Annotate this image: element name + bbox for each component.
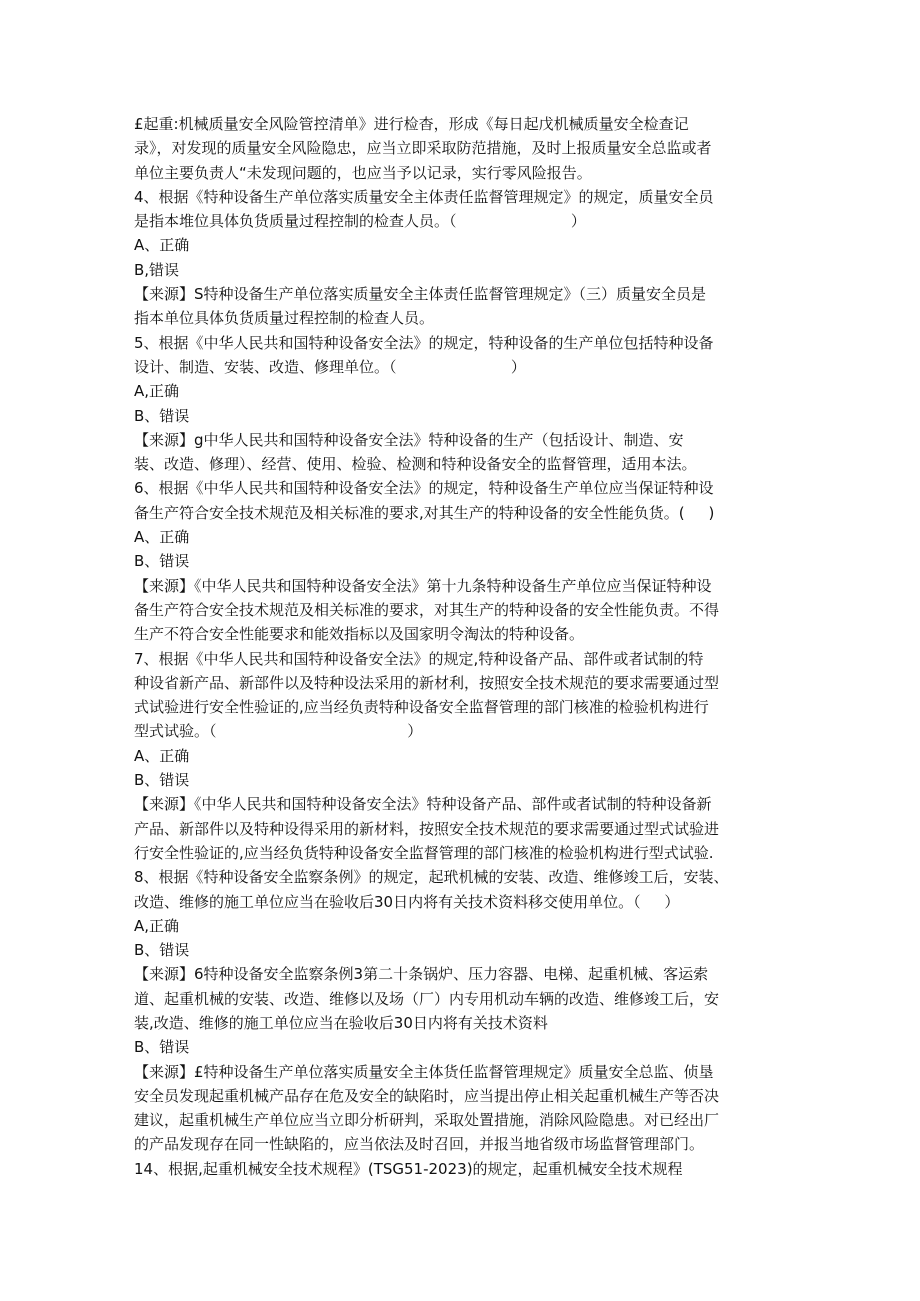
text-line: £起重:机械质量安全风险管控清单》进行检杳，形成《每日起戊机械质量安全检查记 [134, 115, 689, 133]
answer-option: B、错误 [134, 406, 190, 425]
source-note: 【来源】g中华人民共和国特种设备安全法》特种设备的生产（包括设计、制造、安 [134, 430, 684, 449]
question-text: 5、根据《中华人民共和国特种设备安全法》的规定，特种设备的生产单位包括特种设备 [134, 333, 714, 352]
answer-option: B、错误 [134, 1038, 190, 1057]
question-text: 6、根据《中华人民共和国特种设备安全法》的规定，特种设备生产单位应当保证特种设 [134, 479, 714, 498]
source-note: 【来源】《中华人民共和国特种设备安全法》第十九条特种设备生产单位应当保证特种设 [134, 576, 712, 595]
source-note: 建议，起重机械生产单位应当立即分析研判，采取处置措施，消除风险隐患。对已经出厂 [134, 1111, 720, 1130]
answer-option: B,错误 [134, 260, 180, 279]
question-text: 4、根据《特种设备生产单位落实质量安全主体责任监督管理规定》的规定，质量安全员 [134, 187, 714, 206]
answer-option: A,正确 [134, 916, 180, 935]
question-text: 8、根据《特种设备安全监察条例》的规定，起玳机械的安装、改造、维修竣工后，安装、 [134, 868, 729, 887]
answer-option: A、正确 [134, 746, 190, 765]
source-note: 装,改造、维修的施工单位应当在验收后30日内将有关技术资料 [134, 1013, 548, 1032]
source-note: 【来源】S特种设备生产单位落实质量安全主体责任监督管理规定》（三）质量安全员是 [134, 285, 707, 304]
question-text: 14、根据,起重机械安全技术规程》(TSG51-2023)的规定，起重机械安全技术规程 [134, 1159, 683, 1178]
text-line: 录》，对发现的质量安全风险隐忠，应当立即采取防范措施，及时上报质量安全总监或者 [134, 139, 712, 158]
source-note: 【来源】《中华人民共和国特种设备安全法》特种设备产品、部件或者试制的特种设备新 [134, 795, 712, 814]
source-note: 生产不符合安全性能要求和能效指标以及国家明令淘汰的特种设备。 [134, 625, 585, 644]
question-text: 是指本堆位具体负货质量过程控制的检查人员。（ ） [134, 212, 586, 231]
source-note: 【来源】£特种设备生产单位落实质量安全主体货任监督管理规定》质量安全总监、侦垦 [134, 1062, 714, 1081]
answer-option: B、错误 [134, 771, 190, 790]
answer-option: B、错误 [134, 941, 190, 960]
answer-option: B、错误 [134, 552, 190, 571]
question-text: 式试验进行安全性验证的,应当经负责特种设备安全监督管理的部门核准的检验机构进行 [134, 698, 709, 717]
source-note: 指本单位具体负货质量过程控制的检查人员。 [134, 309, 435, 328]
document-page [134, 112, 794, 1181]
source-note: 的产品发现存在同一性缺陷的，应当依法及时召回，并报当地省级市场监督管理部门。 [134, 1135, 705, 1154]
source-note: 道、起重机械的安装、改造、维修以及场（厂）内专用机动车辆的改造、维修竣工后，安 [134, 989, 720, 1008]
text-line: 单位主要负责人“未发现问题的，也应当予以记录，实行零风险报告。 [134, 163, 592, 182]
question-text: 种设省新产品、新部件以及特种设法采用的新材利，按照安全技术规范的要求需要通过型 [134, 673, 720, 692]
question-text: 改造、维修的施工单位应当在验收后30日内将有关技术资料移交使用单位。（ ） [134, 892, 680, 911]
source-note: 装、改造、修理）、经营、使用、检验、检测和特种设备安全的监督管理，适用本法。 [134, 455, 697, 474]
question-text: 设计、制造、安装、改造、修理单位。（ ） [134, 357, 526, 376]
source-note: 行安全性验证的,应当经负货特种设备安全监督管理的部门核准的检验机构进行型式试验. [134, 843, 714, 862]
answer-option: A,正确 [134, 382, 180, 401]
source-note: 产品、新部件以及特种设得采用的新材料，按照安全技术规范的要求需要通过型式试验进 [134, 819, 720, 838]
question-text: 备生产符合安全技术规范及相关标准的要求,对其生产的特种设备的安全性能负货。( ) [134, 503, 715, 522]
answer-option: A、正确 [134, 528, 190, 547]
source-note: 安全员发现起重机械产品存在危及安全的缺陷时，应当提出停止相关起重机械生产等否决 [134, 1086, 720, 1105]
question-text: 7、根据《中华人民共和国特种设备安全法》的规定,特种设备产品、部件或者试制的特 [134, 649, 704, 668]
source-note: 备生产符合安全技术规范及相关标准的要求，对其生产的特种设备的安全性能负责。不得 [134, 600, 720, 619]
question-text: 型式试验。（ ） [134, 722, 423, 741]
source-note: 【来源】6特种设备安全监察条例3第二十条锅炉、压力容器、电梯、起重机械、客运索 [134, 965, 709, 984]
answer-option: A、正确 [134, 236, 190, 255]
